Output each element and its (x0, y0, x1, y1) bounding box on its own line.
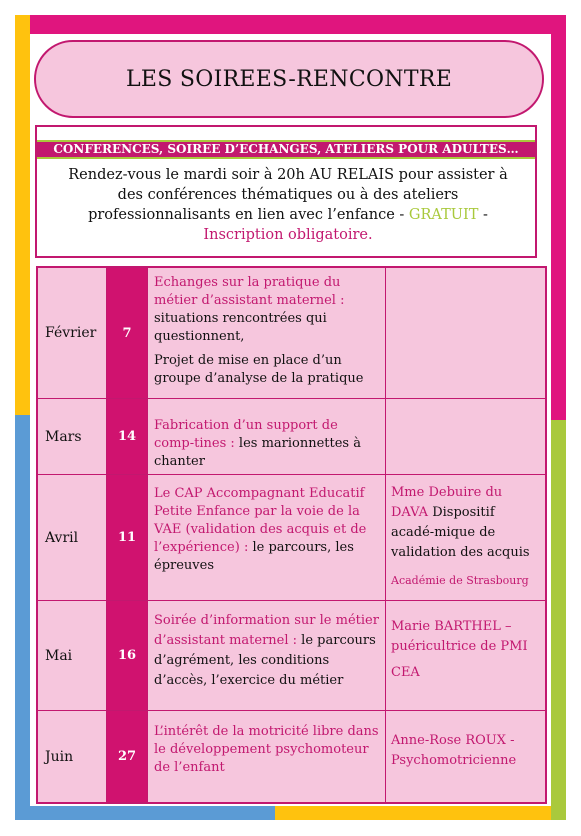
speaker-org: Académie de Strasbourg (391, 574, 529, 587)
day-cell: 16 (107, 601, 148, 710)
speaker-role: Dispositif acadé-mique de validation des acquis (391, 505, 530, 560)
intro-line-1: Rendez-vous le mardi soir à 20h AU RELAIS pour assister à (68, 167, 508, 183)
intro-text (45, 165, 531, 245)
month-cell: Mars (38, 399, 107, 474)
table-row (38, 475, 545, 601)
table-row (38, 711, 545, 802)
description-cell (148, 711, 386, 802)
description-text: le parcours, les épreuves (154, 540, 354, 573)
description-cell (148, 399, 386, 474)
frame-band-blue-bottom (15, 806, 275, 820)
frame-band-pink-top (30, 15, 551, 34)
description-cell (148, 268, 386, 398)
speaker-cell (386, 475, 545, 600)
schedule-table (36, 266, 547, 804)
speaker-org: CEA (391, 665, 420, 680)
frame-band-yellow-bottom (275, 806, 551, 820)
frame-band-yellow-left (15, 15, 30, 415)
intro-line-2: des conférences thématiques ou à des ateliers (117, 187, 459, 203)
day-cell: 27 (107, 711, 148, 802)
description-title: Echanges sur la pratique du métier d’assistant maternel : (154, 275, 345, 308)
description-title: Soirée d’information sur le métier d’assistant maternel : (154, 613, 379, 648)
day-cell: 11 (107, 475, 148, 600)
table-row (38, 268, 545, 399)
speaker-cell (386, 268, 545, 398)
description-title: Fabrication d’un support de comp-tines : (154, 418, 338, 451)
table-row (38, 399, 545, 475)
description-text: situations rencontrées qui questionnent, (154, 311, 327, 344)
intro-line-3: professionnalisants en lien avec l’enfance - (88, 207, 409, 223)
day-cell: 14 (107, 399, 148, 474)
month-cell: Avril (38, 475, 107, 600)
title-banner (34, 40, 544, 118)
gratuit-label: GRATUIT (408, 207, 479, 223)
description-cell (148, 601, 386, 710)
month-cell: Mai (38, 601, 107, 710)
subtitle-banner: CONFERENCES, SOIREE D’ECHANGES, ATELIERS POUR ADULTES… (37, 140, 535, 159)
description-extra: Projet de mise en place d’un groupe d’analyse de la pratique (154, 353, 364, 386)
day-cell: 7 (107, 268, 148, 398)
speaker-cell (386, 711, 545, 802)
speaker-name: Anne-Rose ROUX - Psychomotricienne (391, 733, 517, 768)
speaker-cell (386, 399, 545, 474)
month-cell: Février (38, 268, 107, 398)
description-cell (148, 475, 386, 600)
frame-band-green-right (551, 420, 566, 820)
table-row (38, 601, 545, 711)
page-title: LES SOIREES-RENCONTRE (125, 66, 453, 92)
month-cell: Juin (38, 711, 107, 802)
info-box (35, 125, 537, 258)
speaker-name: Marie BARTHEL – puéricultrice de PMI (391, 619, 528, 654)
description-text: le parcours d’agrément, les conditions d’accès, l’exercice du métier (154, 633, 376, 688)
inscription-label: Inscription obligatoire. (203, 227, 373, 243)
frame-band-pink-right (551, 15, 566, 420)
speaker-cell (386, 601, 545, 710)
description-title: L’intérêt de la motricité libre dans le développement psychomoteur de l’enfant (154, 724, 379, 775)
description-title: Le CAP Accompagnant Educatif Petite Enfance par la voie de la VAE (validation des acquis et de l’expérience) : (154, 486, 367, 555)
description-text: les marionnettes à chanter (154, 436, 361, 469)
speaker-name: Mme Debuire du DAVA (391, 485, 503, 520)
intro-dash: - (478, 207, 488, 223)
frame-band-blue-left (15, 415, 30, 820)
